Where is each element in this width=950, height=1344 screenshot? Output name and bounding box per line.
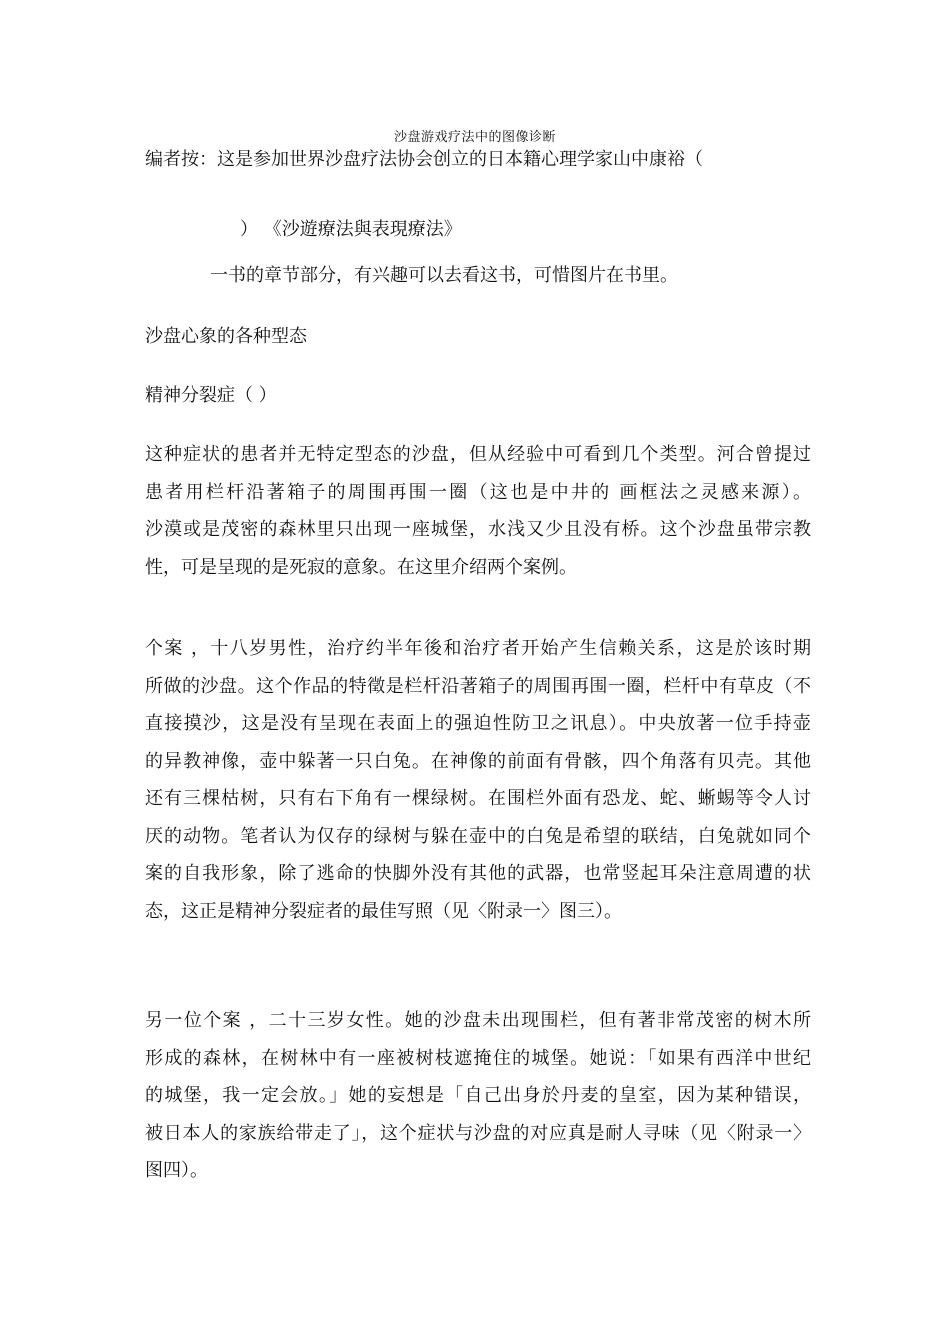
- editor-note-line-1: 编者按：这是参加世界沙盘疗法协会创立的日本籍心理学家山中康裕（: [145, 149, 703, 170]
- paragraph-3: [145, 1002, 811, 1190]
- paragraph-line: 性，可是呈现的是死寂的意象。在这里介绍两个案例。: [145, 556, 577, 578]
- paragraph-line: 直接摸沙，这是没有呈现在表面上的强迫性防卫之讯息）。中央放著一位手持壶: [145, 713, 811, 734]
- paragraph-line: 这种症状的患者并无特定型态的沙盘，但从经验中可看到几个类型。河合曾提过: [145, 444, 811, 465]
- editor-note-line-3: 一书的章节部分，有兴趣可以去看这书，可惜图片在书里。: [210, 265, 678, 286]
- paragraph-line: 案的自我形象，除了逃命的快脚外没有其他的武器，也常竖起耳朵注意周遭的状: [145, 863, 811, 884]
- paragraph-line: 图四）。: [145, 1160, 208, 1181]
- paragraph-line: 沙漠或是茂密的森林里只出现一座城堡，水浅又少且没有桥。这个沙盘虽带宗教: [145, 519, 811, 540]
- paragraph-1: [145, 436, 811, 586]
- paragraph-line: 患者用栏杆沿著箱子的周围再围一圈（这也是中井的 画框法之灵感来源）。: [145, 481, 811, 503]
- section-heading: 沙盘心象的各种型态: [145, 326, 307, 347]
- paragraph-line: 个案 ，十八岁男性，治疗约半年後和治疗者开始产生信赖关系，这是於该时期: [145, 638, 811, 659]
- paragraph-2: [145, 630, 811, 930]
- paragraph-line: 态，这正是精神分裂症者的最佳写照（见〈附录一〉图三）。: [145, 900, 622, 922]
- paragraph-line: 另一位个案 ，二十三岁女性。她的沙盘未出现围栏，但有著非常茂密的树木所: [145, 1010, 811, 1031]
- paragraph-line: 形成的森林，在树林中有一座被树枝遮掩住的城堡。她说：「如果有西洋中世纪: [145, 1047, 811, 1069]
- paragraph-line: 被日本人的家族给带走了」，这个症状与沙盘的对应真是耐人寻味（见〈附录一〉: [145, 1122, 811, 1144]
- paragraph-line: 厌的动物。笔者认为仅存的绿树与躲在壶中的白兔是希望的联结，白兔就如同个: [145, 825, 811, 847]
- paragraph-line: 所做的沙盘。这个作品的特徵是栏杆沿著箱子的周围再围一圈，栏杆中有草皮（不: [145, 675, 811, 697]
- subsection-heading: 精神分裂症（ ）: [145, 385, 277, 406]
- editor-note-line-2: ） 《沙遊療法與表現療法》: [240, 219, 462, 240]
- paragraph-line: 还有三棵枯树，只有右下角有一棵绿树。在围栏外面有恐龙、蛇、蜥蜴等令人讨: [145, 788, 811, 809]
- paragraph-line: 的异教神像，壶中躲著一只白兔。在神像的前面有骨骸，四个角落有贝壳。其他: [145, 750, 811, 772]
- paragraph-line: 的城堡，我一定会放。」她的妄想是「自己出身於丹麦的皇室，因为某种错误，: [145, 1085, 811, 1106]
- document-title: 沙盘游戏疗法中的图像诊断: [393, 130, 556, 145]
